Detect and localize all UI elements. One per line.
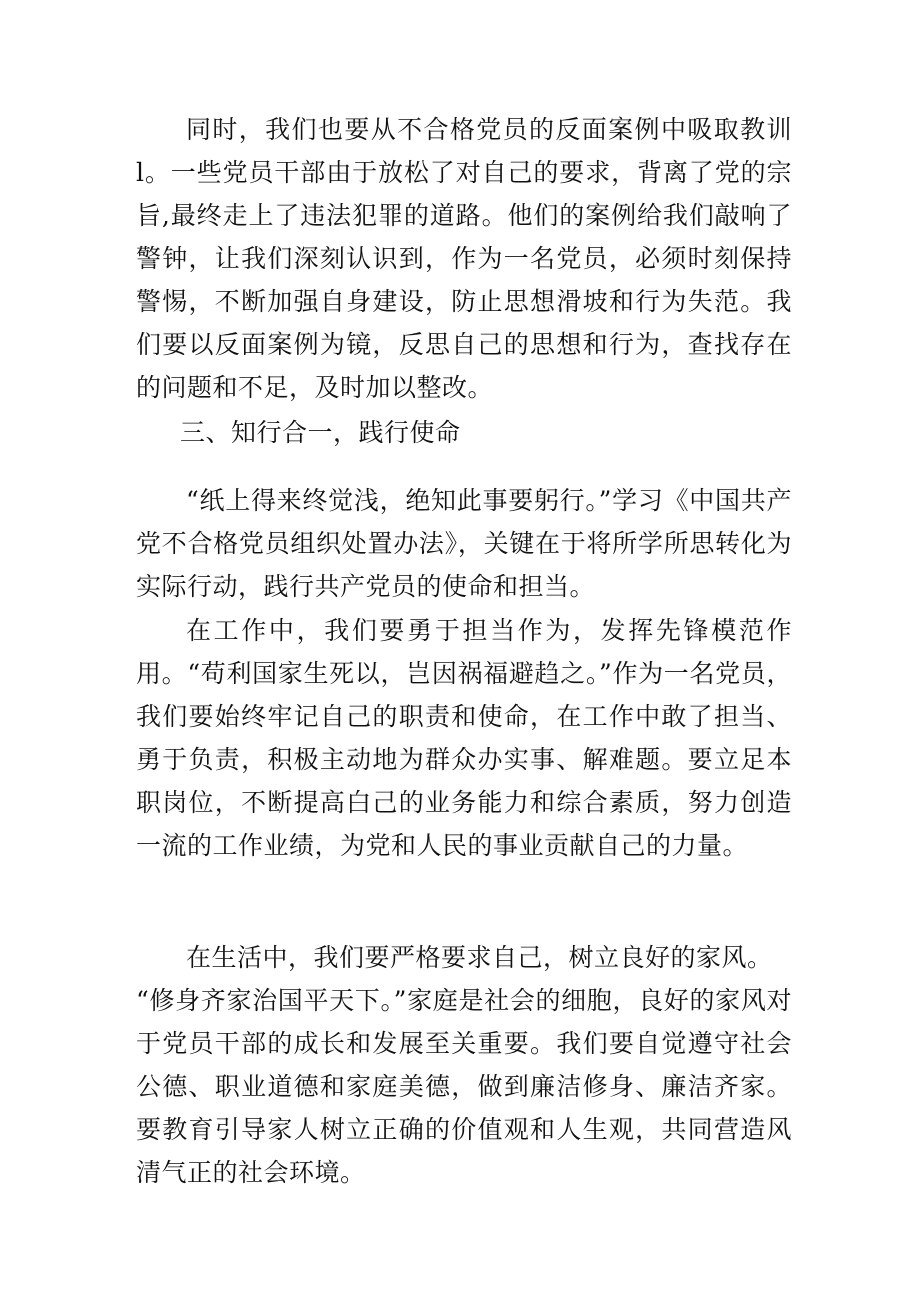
paragraph-work-responsibility: 在工作中，我们要勇于担当作为，发挥先锋模范作用。“苟利国家生死以，岂因祸福避趋之。”作为一名党员，我们要始终牢记自己的职责和使命，在工作中敢了担当、勇于负责，积极主动地为群众办实事、解难题。要立足本职岗位，不断提高白己的业务能力和综合素质，努力创造一流的工作业绩，为党和人民的事业贡献自己的力量。 <box>136 616 792 860</box>
paragraph-family-values-rest: “修身齐家治国平天下。”家庭是社会的细胞，良好的家风对于党员干部的成长和发展至关重要。我们要自觉遵守社会公德、职业道德和家庭美德，做到廉洁修身、廉洁齐家。要教育引导家人树立正确的价值观和人生观，共同营造风清气正的社会环境。 <box>136 986 792 1187</box>
paragraph-knowledge-into-action: “纸上得来终觉浅，绝知此事要躬行。”学习《中国共产党不合格党员组织处置办法》，关键在于将所学所思转化为实际行动，践行共产党员的使命和担当。 <box>136 486 792 601</box>
section-heading-three: 三、知行合一，践行使命 <box>180 418 461 447</box>
paragraph-lessons-from-negative-cases: 同时，我们也要从不合格党员的反面案例中吸取教训l。一些党员干部由于放松了对自己的要求，背离了党的宗旨,最终走上了违法犯罪的道路。他们的案例给我们敲响了警钟，让我们深刻认识到，作为一名党员，必须时刻保持警惕，不断加强自身建设，防止思想滑坡和行为失范。我们要以反面案例为镜，反思自己的思想和行为，查找存在的问题和不足，及时加以整改。 <box>136 115 792 402</box>
paragraph-family-values-first-line: 在生活中，我们要严格要求自己，树立良好的家风。 <box>186 943 773 972</box>
paragraph-family-values <box>136 936 792 1194</box>
